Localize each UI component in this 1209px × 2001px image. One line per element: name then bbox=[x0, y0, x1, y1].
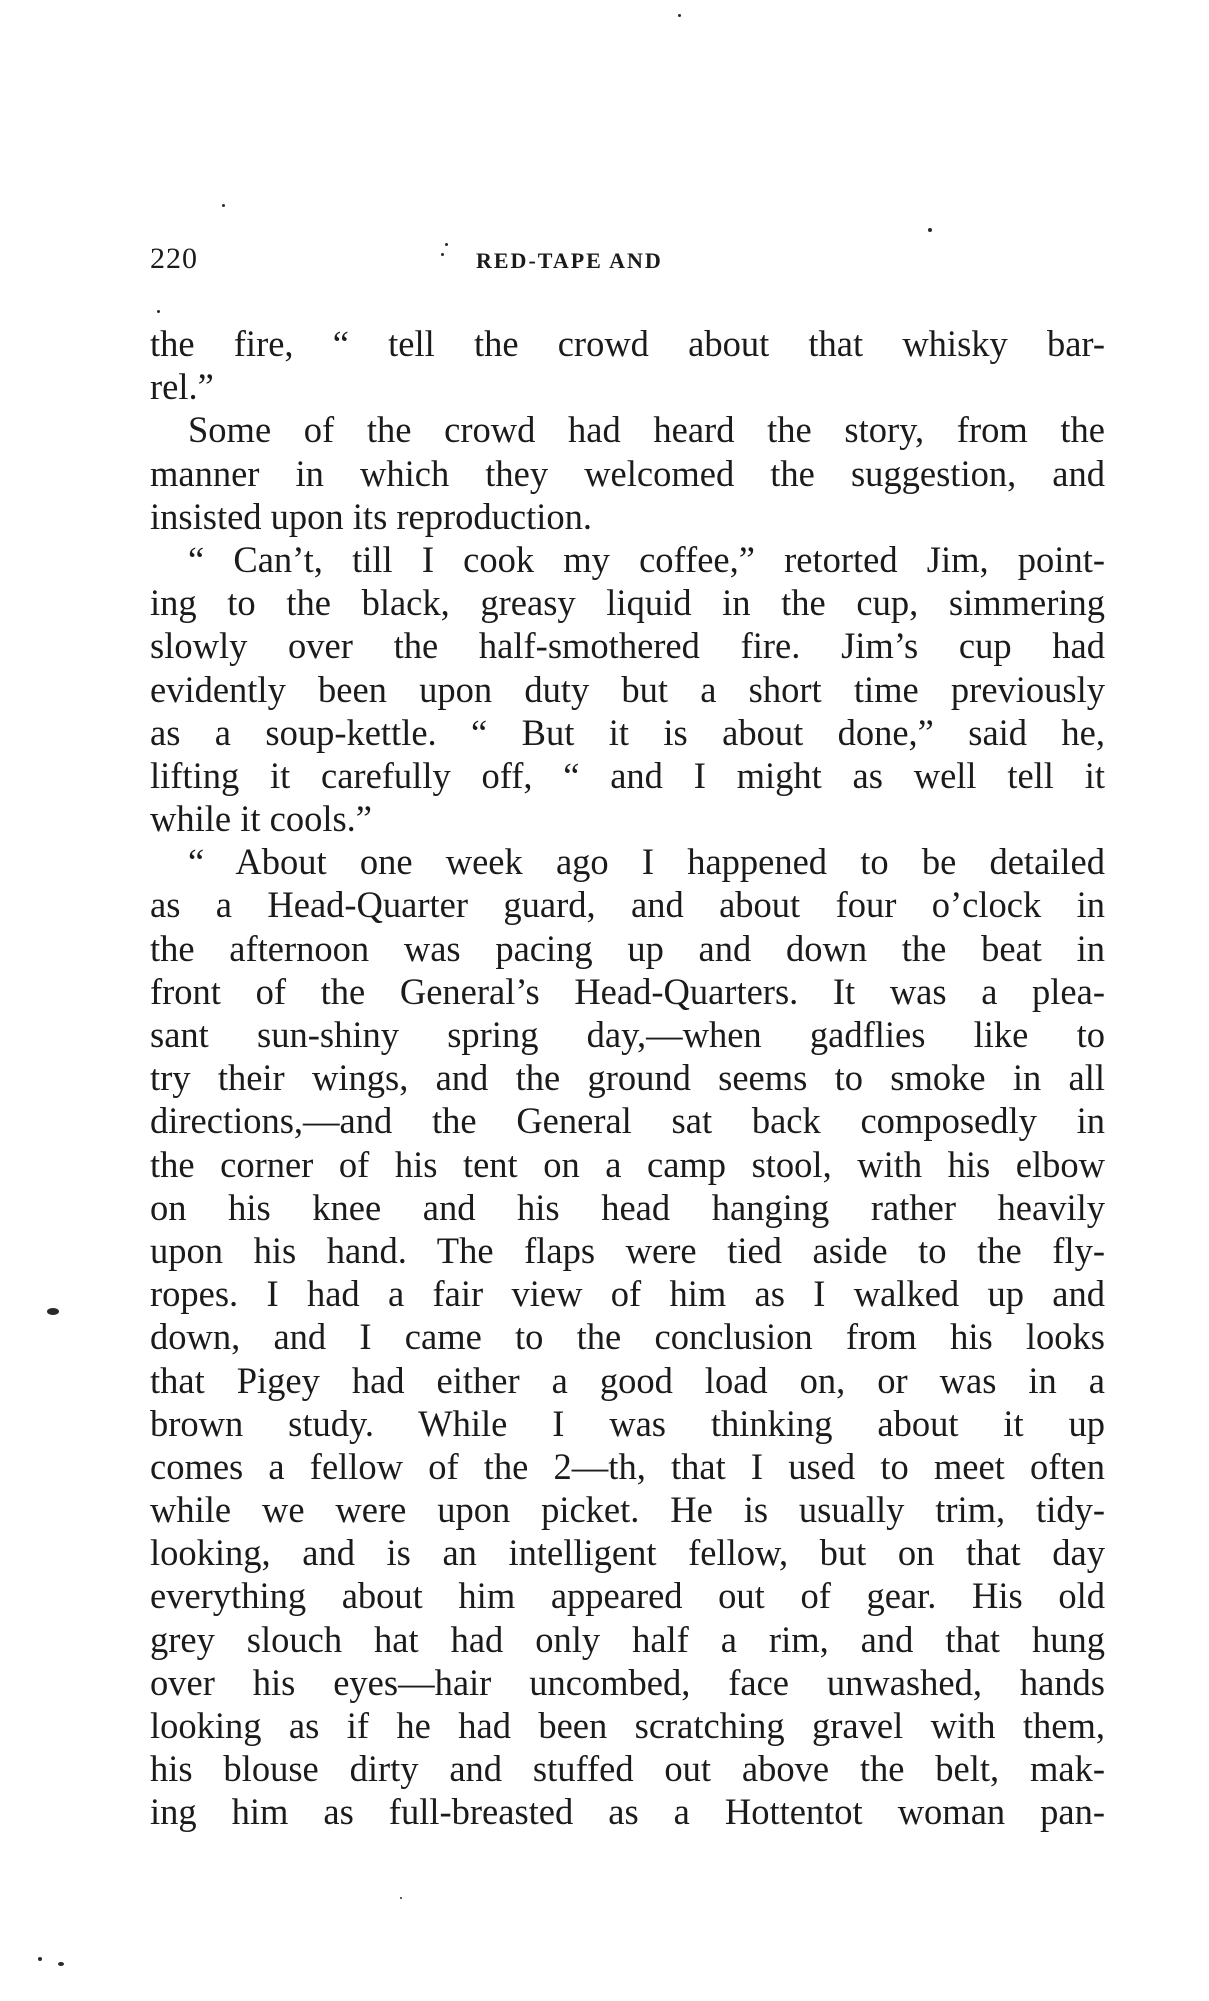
text-line: as a Head-Quarter guard, and about four o’clock in bbox=[150, 884, 1105, 926]
ink-speck bbox=[47, 1308, 59, 1315]
text-line: sant sun-shiny spring day,—when gadflies like to bbox=[150, 1014, 1105, 1055]
ink-speck bbox=[678, 14, 681, 17]
ink-speck bbox=[445, 243, 448, 246]
text-line: while we were upon picket. He is usually trim, tidy- bbox=[150, 1489, 1105, 1531]
page-number: 220 bbox=[150, 242, 198, 275]
ink-speck bbox=[400, 1897, 402, 1899]
running-head: RED-TAPE AND bbox=[476, 248, 663, 273]
ink-speck bbox=[38, 1957, 42, 1961]
text-line: slowly over the half-smothered fire. Jim’s cup had bbox=[150, 625, 1105, 667]
text-line: insisted upon its reproduction. bbox=[150, 495, 593, 537]
text-line: lifting it carefully off, “ and I might as well tell it bbox=[150, 754, 1105, 796]
text-line: “ About one week ago I happened to be detailed bbox=[188, 841, 1105, 883]
text-line: down, and I came to the conclusion from his looks bbox=[150, 1316, 1105, 1358]
text-line: the corner of his tent on a camp stool, with his elbow bbox=[150, 1143, 1105, 1185]
text-line: evidently been upon duty but a short time previously bbox=[150, 668, 1105, 710]
text-line: on his knee and his head hanging rather heavily bbox=[150, 1186, 1105, 1228]
text-line: upon his hand. The flaps were tied aside to the fly- bbox=[150, 1229, 1105, 1271]
text-line: the afternoon was pacing up and down the beat in bbox=[150, 927, 1105, 969]
text-line: over his eyes—hair uncombed, face unwashed, hands bbox=[150, 1661, 1105, 1703]
ink-speck bbox=[928, 228, 932, 232]
ink-speck bbox=[157, 310, 160, 313]
text-line: rel.” bbox=[150, 366, 214, 408]
ink-speck bbox=[222, 204, 225, 207]
ink-speck bbox=[441, 253, 444, 256]
ink-speck bbox=[58, 1962, 64, 1966]
text-line: try their wings, and the ground seems to smoke in all bbox=[150, 1057, 1105, 1099]
text-line: ropes. I had a fair view of him as I walked up and bbox=[150, 1273, 1105, 1315]
text-line: looking, and is an intelligent fellow, but on that day bbox=[150, 1532, 1105, 1574]
body-text bbox=[150, 322, 1105, 1834]
text-line: manner in which they welcomed the suggestion, and bbox=[150, 452, 1105, 494]
text-line: comes a fellow of the 2—th, that I used to meet often bbox=[150, 1445, 1105, 1487]
text-line: Some of the crowd had heard the story, from the bbox=[188, 409, 1105, 451]
text-line: front of the General’s Head-Quarters. It was a plea- bbox=[150, 970, 1105, 1012]
page-header bbox=[150, 242, 1110, 282]
text-line: “ Can’t, till I cook my coffee,” retorted Jim, point- bbox=[188, 538, 1105, 580]
text-line: his blouse dirty and stuffed out above the belt, mak- bbox=[150, 1748, 1105, 1790]
text-line: ing to the black, greasy liquid in the cup, simmering bbox=[150, 582, 1105, 624]
text-line: ing him as full-breasted as a Hottentot woman pan- bbox=[150, 1791, 1105, 1833]
text-line: while it cools.” bbox=[150, 798, 372, 840]
text-line: directions,—and the General sat back composedly in bbox=[150, 1100, 1105, 1142]
text-line: the fire, “ tell the crowd about that whisky bar- bbox=[150, 323, 1105, 364]
text-line: looking as if he had been scratching gravel with them, bbox=[150, 1705, 1105, 1746]
text-line: grey slouch hat had only half a rim, and that hung bbox=[150, 1618, 1105, 1660]
text-line: that Pigey had either a good load on, or was in a bbox=[150, 1359, 1105, 1401]
text-line: everything about him appeared out of gear. His old bbox=[150, 1575, 1105, 1617]
text-line: as a soup-kettle. “ But it is about done,” said he, bbox=[150, 711, 1105, 753]
text-line: brown study. While I was thinking about it up bbox=[150, 1402, 1105, 1444]
